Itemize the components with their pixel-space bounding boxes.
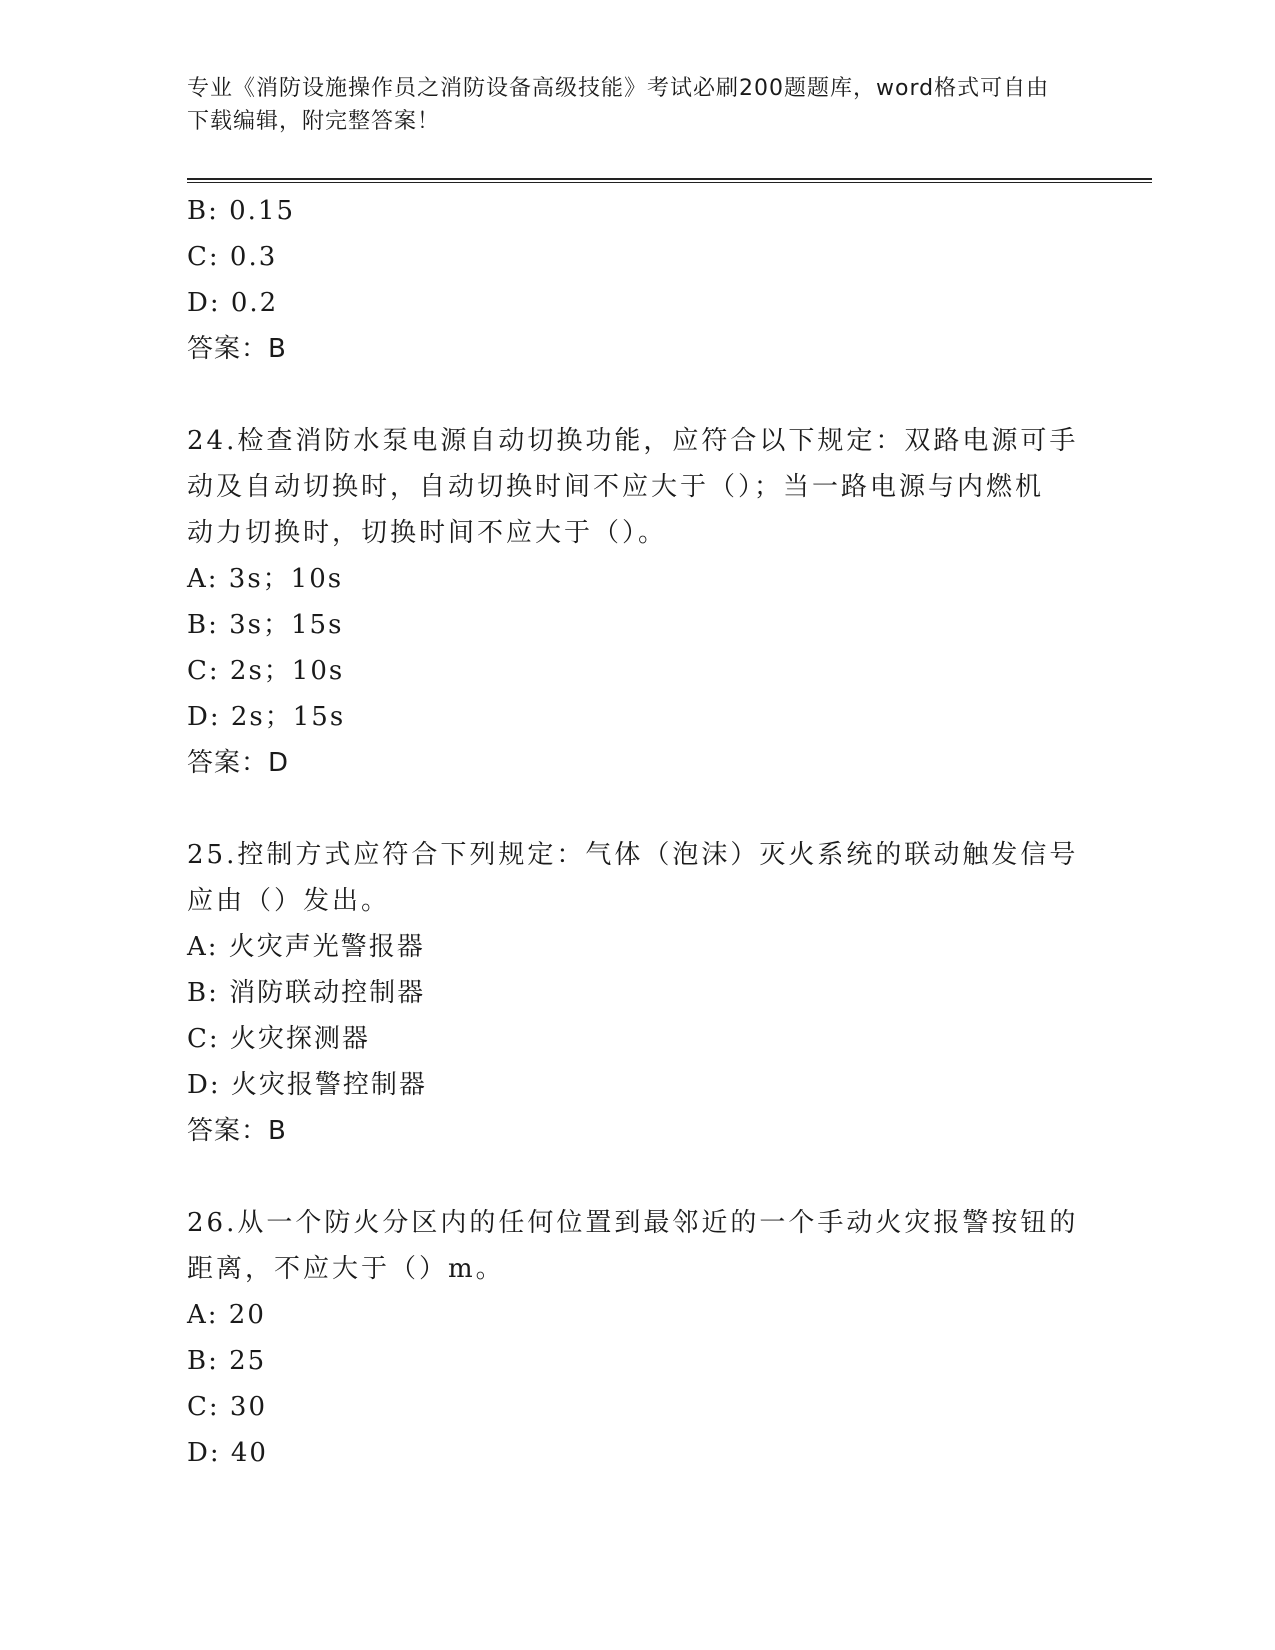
header-divider <box>187 178 1152 183</box>
question-fragment <box>187 188 1087 372</box>
question-line: 24.检查消防水泵电源自动切换功能，应符合以下规定：双路电源可手 <box>187 426 1079 456</box>
option-c: C: 2s；10s <box>187 656 345 686</box>
question-line: 动力切换时，切换时间不应大于（）。 <box>187 518 668 548</box>
answer-text: 答案：B <box>187 1116 287 1146</box>
option-b: B: 25 <box>187 1346 267 1376</box>
option-c: C: 火灾探测器 <box>187 1024 370 1054</box>
answer-text: 答案：D <box>187 748 290 778</box>
document-header: 专业《消防设施操作员之消防设备高级技能》考试必刷200题题库，word格式可自由下载编辑，附完整答案！ <box>187 76 1050 134</box>
question-line: 动及自动切换时，自动切换时间不应大于（）；当一路电源与内燃机 <box>187 472 1045 502</box>
question-25 <box>187 832 1087 1154</box>
question-line: 应由（）发出。 <box>187 886 391 916</box>
option-a: A: 3s；10s <box>187 564 344 594</box>
question-24 <box>187 418 1087 786</box>
option-b: B: 0.15 <box>187 196 296 226</box>
option-c: C: 0.3 <box>187 242 278 272</box>
question-line: 25.控制方式应符合下列规定：气体（泡沫）灭火系统的联动触发信号 <box>187 840 1079 870</box>
option-d: D: 0.2 <box>187 288 279 318</box>
option-d: D: 2s；15s <box>187 702 346 732</box>
option-d: D: 40 <box>187 1438 268 1468</box>
option-a: A: 火灾声光警报器 <box>187 932 425 962</box>
option-b: B: 3s；15s <box>187 610 344 640</box>
answer-text: 答案：B <box>187 334 287 364</box>
document-body <box>187 188 1087 1476</box>
option-b: B: 消防联动控制器 <box>187 978 426 1008</box>
question-line: 距离，不应大于（）m。 <box>187 1254 505 1284</box>
option-a: A: 20 <box>187 1300 266 1330</box>
question-26 <box>187 1200 1087 1476</box>
option-d: D: 火灾报警控制器 <box>187 1070 427 1100</box>
question-line: 26.从一个防火分区内的任何位置到最邻近的一个手动火灾报警按钮的 <box>187 1208 1079 1238</box>
option-c: C: 30 <box>187 1392 268 1422</box>
